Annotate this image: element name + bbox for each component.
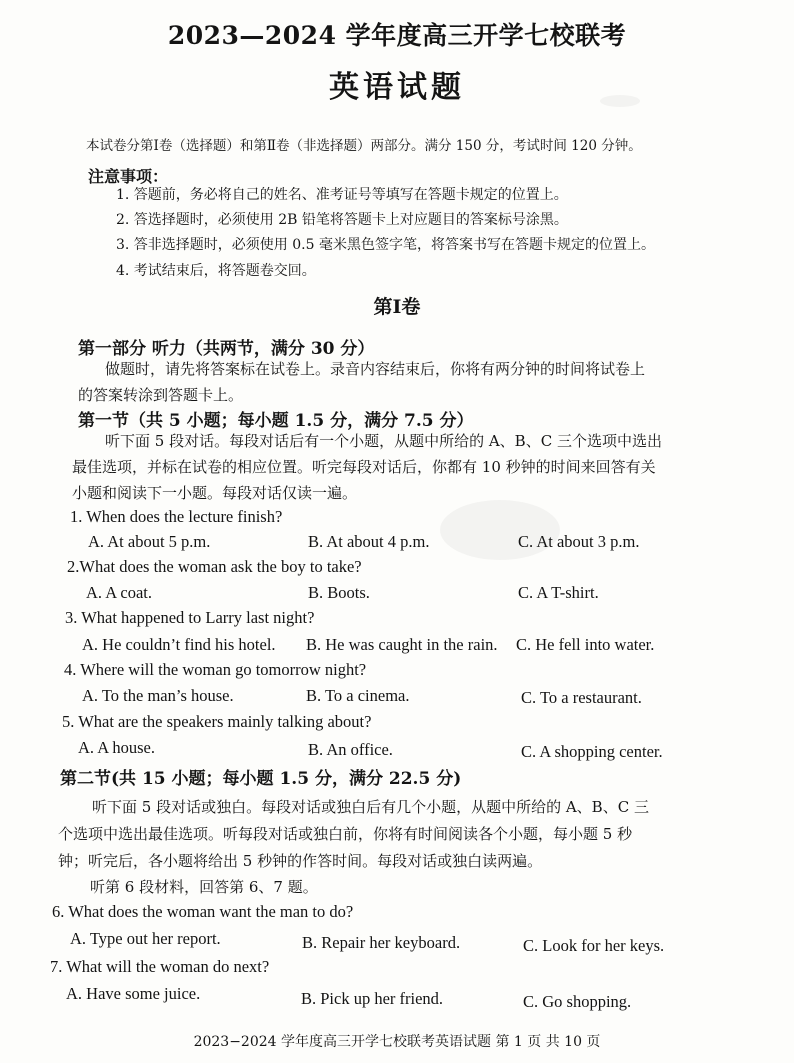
option-b: B. Pick up her friend. xyxy=(301,989,444,1008)
option-a: A. Type out her report. xyxy=(70,929,221,948)
page-footer: 2023−2024 学年度高三开学七校联考英语试题 第 1 页 共 10 页 xyxy=(193,1034,601,1050)
question-1: 1. When does the lecture finish? xyxy=(70,507,283,526)
question-5: 5. What are the speakers mainly talking about? xyxy=(62,712,372,731)
option-c: C. To a restaurant. xyxy=(521,688,642,707)
notice-item: 1. 答题前，务必将自己的姓名、准考证号等填写在答题卡规定的位置上。 xyxy=(116,187,568,203)
question-6: 6. What does the woman want the man to do? xyxy=(52,902,354,921)
option-c: C. He fell into water. xyxy=(516,635,655,654)
option-b: B. Boots. xyxy=(308,583,370,602)
question-3: 3. What happened to Larry last night? xyxy=(65,608,315,627)
notice-item: 2. 答选择题时，必须使用 2B 铅笔将答题卡上对应题目的答案标号涂黑。 xyxy=(116,212,568,228)
section2-instruction: 个选项中选出最佳选项。听每段对话或独白前，你将有时间阅读各个小题，每小题 5 秒 xyxy=(58,825,633,843)
option-c: C. Look for her keys. xyxy=(523,936,665,955)
option-a: A. He couldn’t find his hotel. xyxy=(82,635,276,654)
exam-title: 2023—2024 学年度高三开学七校联考 xyxy=(167,21,627,50)
option-a: A. At about 5 p.m. xyxy=(88,532,211,551)
volume-title: 第Ⅰ卷 xyxy=(373,296,421,318)
question-4: 4. Where will the woman go tomorrow night? xyxy=(64,660,367,679)
option-c: C. At about 3 p.m. xyxy=(518,532,640,551)
option-b: B. Repair her keyboard. xyxy=(302,933,461,952)
section2-instruction: 听下面 5 段对话或独白。每段对话或独白后有几个小题，从题中所给的 A、B、C 三 xyxy=(92,798,649,816)
option-b: B. At about 4 p.m. xyxy=(308,532,430,551)
option-b: B. He was caught in the rain. xyxy=(306,635,498,654)
option-a: A. A house. xyxy=(78,738,156,757)
section2-heading: 第二节(共 15 小题；每小题 1.5 分，满分 22.5 分) xyxy=(60,769,462,789)
option-a: A. To the man’s house. xyxy=(82,686,234,705)
option-b: B. An office. xyxy=(308,740,393,759)
option-a: A. Have some juice. xyxy=(66,984,201,1003)
subject-title: 英语试题 xyxy=(329,70,465,105)
notice-item: 3. 答非选择题时，必须使用 0.5 毫米黑色签字笔，将答案书写在答题卡规定的位置上。 xyxy=(116,237,655,253)
material-note: 听第 6 段材料，回答第 6、7 题。 xyxy=(90,878,318,896)
notice-heading: 注意事项： xyxy=(88,167,169,186)
option-b: B. To a cinema. xyxy=(306,686,410,705)
part1-heading: 第一部分 听力（共两节，满分 30 分） xyxy=(78,339,375,359)
option-a: A. A coat. xyxy=(86,583,152,602)
section1-instruction: 最佳选项，并标在试卷的相应位置。听完每段对话后，你都有 10 秒钟的时间来回答有关 xyxy=(72,458,656,476)
question-2: 2.What does the woman ask the boy to take? xyxy=(67,557,362,576)
part1-instruction: 做题时，请先将答案标在试卷上。录音内容结束后，你将有两分钟的时间将试卷上 xyxy=(105,360,646,378)
section1-instruction: 听下面 5 段对话。每段对话后有一个小题，从题中所给的 A、B、C 三个选项中选出 xyxy=(105,432,662,450)
notice-item: 4. 考试结束后，将答题卷交回。 xyxy=(116,263,316,279)
section1-instruction: 小题和阅读下一小题。每段对话仅读一遍。 xyxy=(72,484,358,502)
intro-text: 本试卷分第Ⅰ卷（选择题）和第Ⅱ卷（非选择题）两部分。满分 150 分，考试时间 120 分钟。 xyxy=(86,138,642,154)
option-c: C. A T-shirt. xyxy=(518,583,599,602)
option-c: C. A shopping center. xyxy=(521,742,663,761)
part1-instruction: 的答案转涂到答题卡上。 xyxy=(78,386,244,404)
section2-instruction: 钟；听完后，各小题将给出 5 秒钟的作答时间。每段对话或独白读两遍。 xyxy=(58,852,543,870)
section1-heading: 第一节（共 5 小题；每小题 1.5 分，满分 7.5 分） xyxy=(78,411,474,431)
option-c: C. Go shopping. xyxy=(523,992,632,1011)
question-7: 7. What will the woman do next? xyxy=(50,957,270,976)
